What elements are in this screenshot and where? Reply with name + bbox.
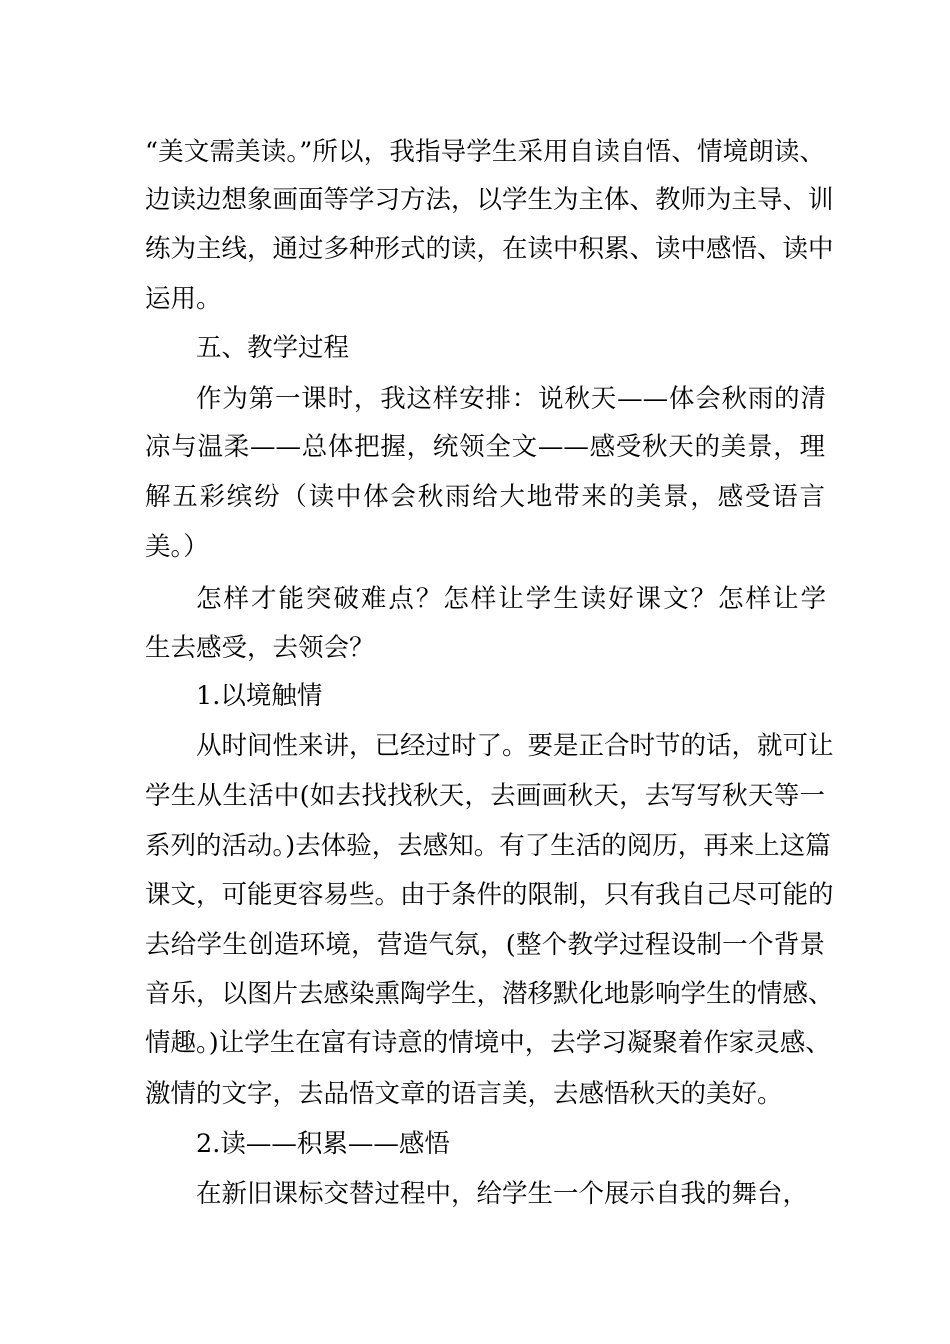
paragraph-line: 学生从生活中(如去找找秋天，去画画秋天，去写写秋天等一	[145, 781, 825, 811]
paragraph-line: 情趣。)让学生在富有诗意的情境中，去学习凝聚着作家灵感、	[145, 1028, 831, 1058]
paragraph-line: 怎样才能突破难点？怎样让学生读好课文？怎样让学	[196, 584, 826, 614]
paragraph-line: 凉与温柔——总体把握，统领全文——感受秋天的美景，理	[145, 432, 825, 462]
paragraph-line: 生去感受，去领会？	[145, 633, 375, 663]
paragraph-line: 系列的活动。)去体验，去感知。有了生活的阅历，再来上这篇	[145, 831, 831, 861]
paragraph-line: 去给学生创造环境，营造气氛，(整个教学过程设制一个背景	[145, 930, 825, 960]
subsection-heading: 1.以境触情	[196, 681, 323, 711]
paragraph-line: 练为主线，通过多种形式的读，在读中积累、读中感悟、读中	[145, 234, 834, 264]
paragraph-line: 激情的文字，去品悟文章的语言美，去感悟秋天的美好。	[145, 1079, 783, 1109]
paragraph-line: 边读边想象画面等学习方法，以学生为主体、教师为主导、训	[145, 185, 834, 215]
section-heading: 五、教学过程	[196, 333, 350, 363]
paragraph-line: 在新旧课标交替过程中，给学生一个展示自我的舞台，	[196, 1179, 809, 1209]
paragraph-line: 课文，可能更容易些。由于条件的限制，只有我自己尽可能的	[145, 880, 834, 910]
paragraph-line: 音乐，以图片去感染熏陶学生，潜移默化地影响学生的情感、	[145, 979, 834, 1009]
paragraph-line: “美文需美读。”所以，我指导学生采用自读自悟、情境朗读、	[145, 137, 825, 167]
paragraph-line: 作为第一课时，我这样安排：说秋天——体会秋雨的清	[196, 384, 826, 414]
paragraph-line: 解五彩缤纷（读中体会秋雨给大地带来的美景，感受语言	[145, 482, 825, 512]
paragraph-line: 美。）	[145, 532, 209, 562]
paragraph-line: 从时间性来讲，已经过时了。要是正合时节的话，就可让	[196, 731, 834, 761]
subsection-heading: 2.读——积累——感悟	[196, 1129, 450, 1159]
paragraph-line: 运用。	[145, 284, 222, 314]
